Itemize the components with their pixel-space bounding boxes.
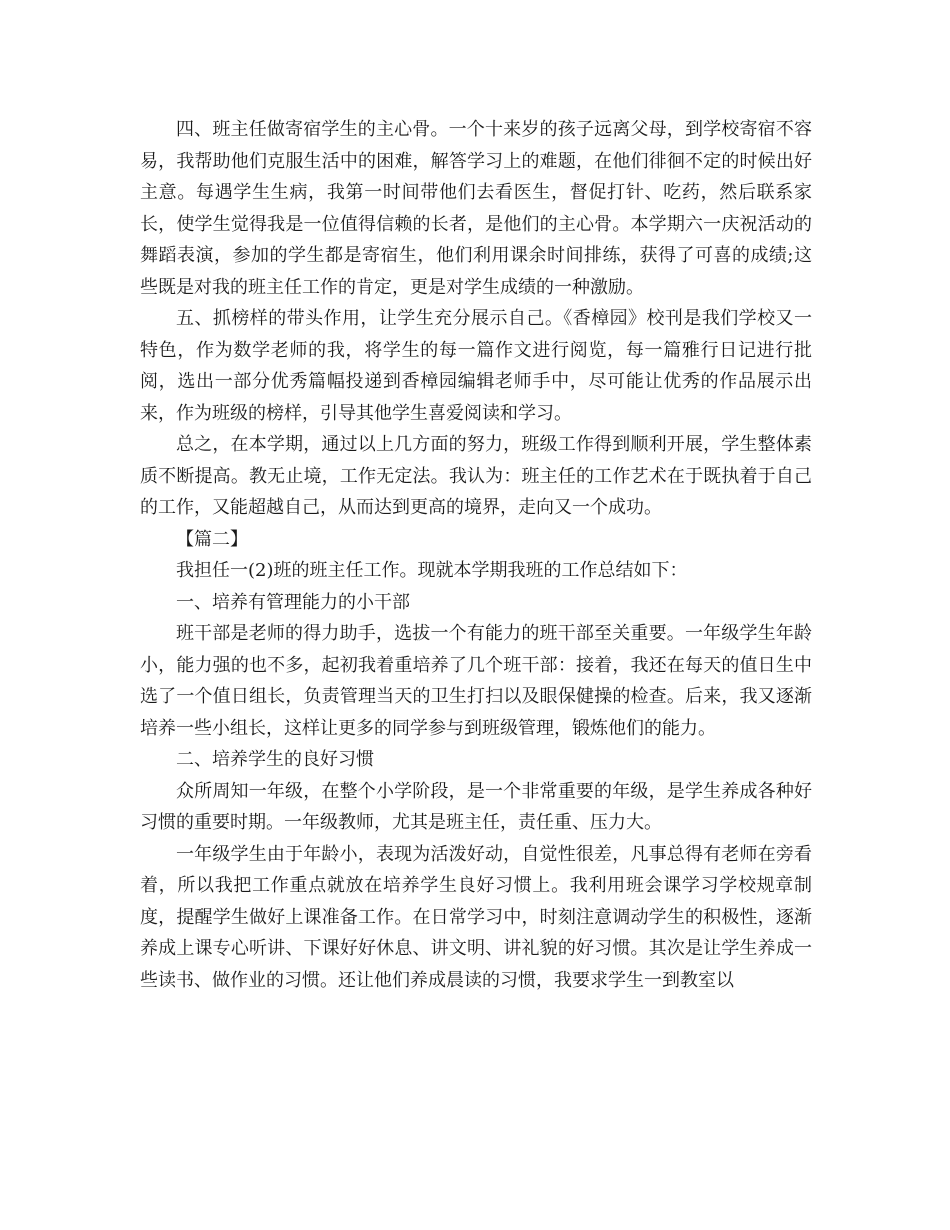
section-heading-part-two: 【篇二】	[176, 528, 248, 550]
paragraph-cadres: 班干部是老师的得力助手，选拔一个有能力的班干部至关重要。一年级学生年龄小，能力强的也不多，起初我着重培养了几个班干部：接着，我还在每天的值日生中选了一个值日组长，负责管理当天的卫生打扫以及眼保健操的检查。后来，我又逐渐培养一些小组长，这样让更多的同学参与到班级管理，锻炼他们的能力。	[140, 623, 812, 739]
paragraph-conclusion: 总之，在本学期，通过以上几方面的努力，班级工作得到顺利开展，学生整体素质不断提高。教无止境，工作无定法。我认为：班主任的工作艺术在于既执着于自己的工作，又能超越自己，从而达到更高的境界，走向又一个成功。	[140, 434, 812, 518]
document-body	[140, 114, 812, 996]
paragraph-habits-detail: 一年级学生由于年龄小，表现为活泼好动，自觉性很差，凡事总得有老师在旁看着，所以我把工作重点就放在培养学生良好习惯上。我利用班会课学习学校规章制度，提醒学生做好上课准备工作。在日常学习中，时刻注意调动学生的积极性，逐渐养成上课专心听讲、下课好好休息、讲文明、讲礼貌的好习惯。其次是让学生养成一些读书、做作业的习惯。还让他们养成晨读的习惯，我要求学生一到教室以	[140, 843, 812, 991]
paragraph-first-grade: 众所周知一年级，在整个小学阶段，是一个非常重要的年级，是学生养成各种好习惯的重要时期。一年级教师，尤其是班主任，责任重、压力大。	[140, 780, 812, 833]
heading-habits: 二、培养学生的良好习惯	[176, 749, 374, 770]
paragraph-intro: 我担任一(2)班的班主任工作。现就本学期我班的工作总结如下：	[176, 560, 688, 581]
paragraph-role-models: 五、抓榜样的带头作用，让学生充分展示自己。《香樟园》校刊是我们学校又一特色，作为数学老师的我，将学生的每一篇作文进行阅览，每一篇雅行日记进行批阅，选出一部分优秀篇幅投递到香樟园编辑老师手中，尽可能让优秀的作品展示出来，作为班级的榜样，引导其他学生喜爱阅读和学习。	[140, 308, 812, 424]
heading-cadres: 一、培养有管理能力的小干部	[176, 591, 410, 613]
paragraph-boarding-students: 四、班主任做寄宿学生的主心骨。一个十来岁的孩子远离父母，到学校寄宿不容易，我帮助他们克服生活中的困难，解答学习上的难题，在他们徘徊不定的时候出好主意。每遇学生生病，我第一时间带他们去看医生，督促打针、吃药，然后联系家长，使学生觉得我是一位值得信赖的长者，是他们的主心骨。本学期六一庆祝活动的舞蹈表演，参加的学生都是寄宿生，他们利用课余时间排练，获得了可喜的成绩;这些既是对我的班主任工作的肯定，更是对学生成绩的一种激励。	[140, 119, 812, 298]
